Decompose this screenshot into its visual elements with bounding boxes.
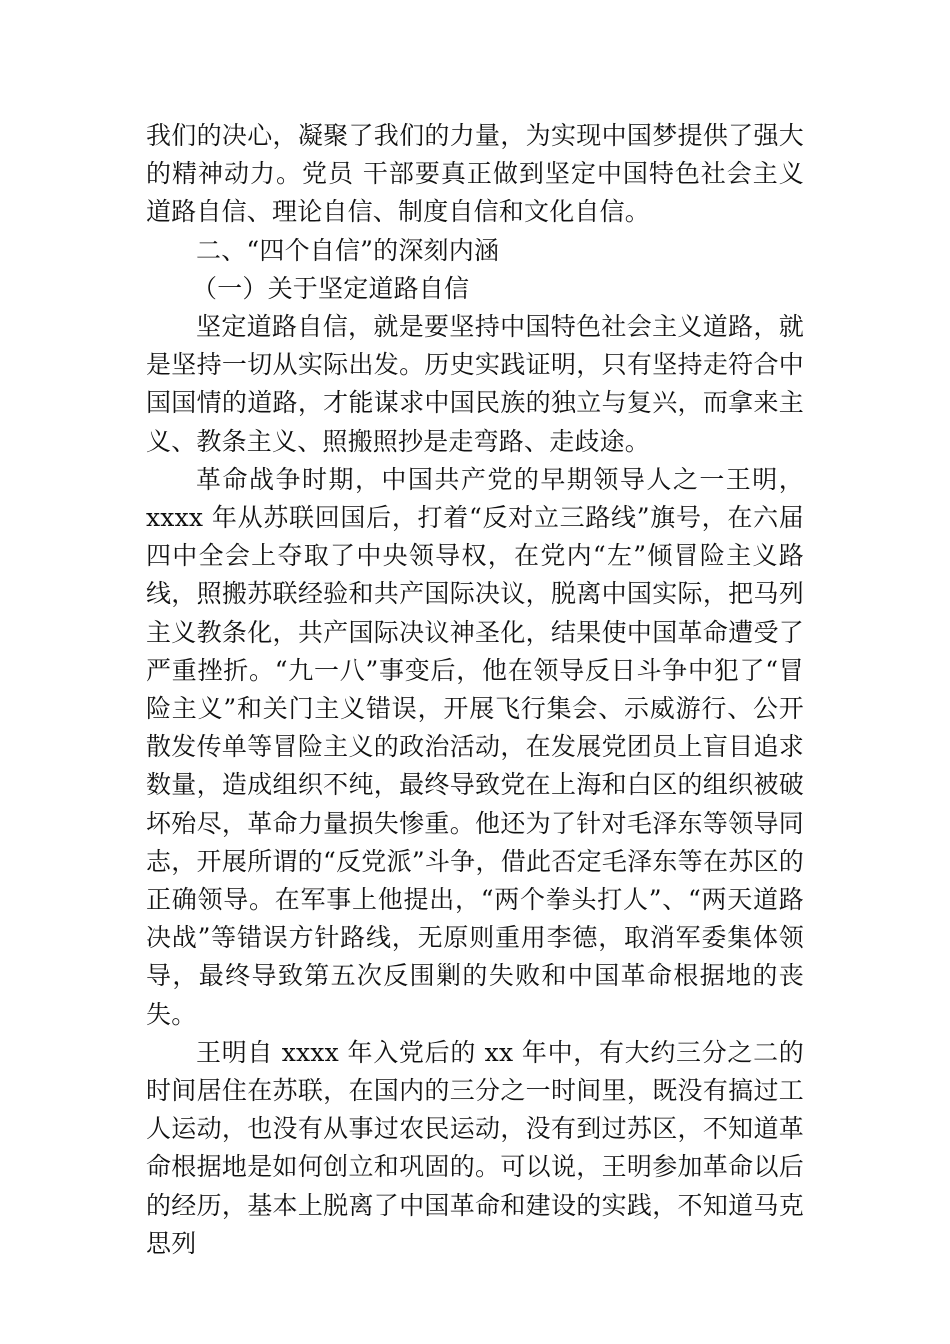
document-page xyxy=(146,117,804,1263)
section-heading: 二、“四个自信”的深刻内涵 xyxy=(196,235,500,265)
body-paragraph: 王明自 xxxx 年入党后的 xx 年中，有大约三分之二的时间居住在苏联，在国内的三分之一时间里，既没有搞过工人运动，也没有从事过农民运动，没有到过苏区，不知道革命根据地是如何创立和巩固的。可以说，王明参加革命以后的经历，基本上脱离了中国革命和建设的实践，不知道马克思列 xyxy=(146,1037,804,1258)
body-paragraph: 革命战争时期，中国共产党的早期领导人之一王明，xxxx 年从苏联回国后，打着“反对立三路线”旗号，在六届四中全会上夺取了中央领导权，在党内“左”倾冒险主义路线，照搬苏联经验和共产国际决议，脱离中国实际，把马列主义教条化，共产国际决议神圣化，结果使中国革命遭受了严重挫折。“九一八”事变后，他在领导反日斗争中犯了“冒险主义”和关门主义错误，开展飞行集会、示威游行、公开散发传单等冒险主义的政治活动，在发展党团员上盲目追求数量，造成组织不纯，最终导致党在上海和白区的组织被破坏殆尽，革命力量损失惨重。他还为了针对毛泽东等领导同志，开展所谓的“反党派”斗争，借此否定毛泽东等在苏区的正确领导。在军事上他提出，“两个拳头打人”、“两天道路决战”等错误方针路线，无原则重用李德，取消军委集体领导，最终导致第五次反围剿的失败和中国革命根据地的丧失。 xyxy=(146,464,804,1029)
body-paragraph: 我们的决心，凝聚了我们的力量，为实现中国梦提供了强大的精神动力。党员 干部要真正做到坚定中国特色社会主义道路自信、理论自信、制度自信和文化自信。 xyxy=(146,121,804,227)
body-paragraph: 坚定道路自信，就是要坚持中国特色社会主义道路，就是坚持一切从实际出发。历史实践证明，只有坚持走符合中国国情的道路，才能谋求中国民族的独立与复兴，而拿来主义、教条主义、照搬照抄是走弯路、走歧途。 xyxy=(146,312,804,456)
subsection-heading: （一）关于坚定道路自信 xyxy=(192,273,470,303)
